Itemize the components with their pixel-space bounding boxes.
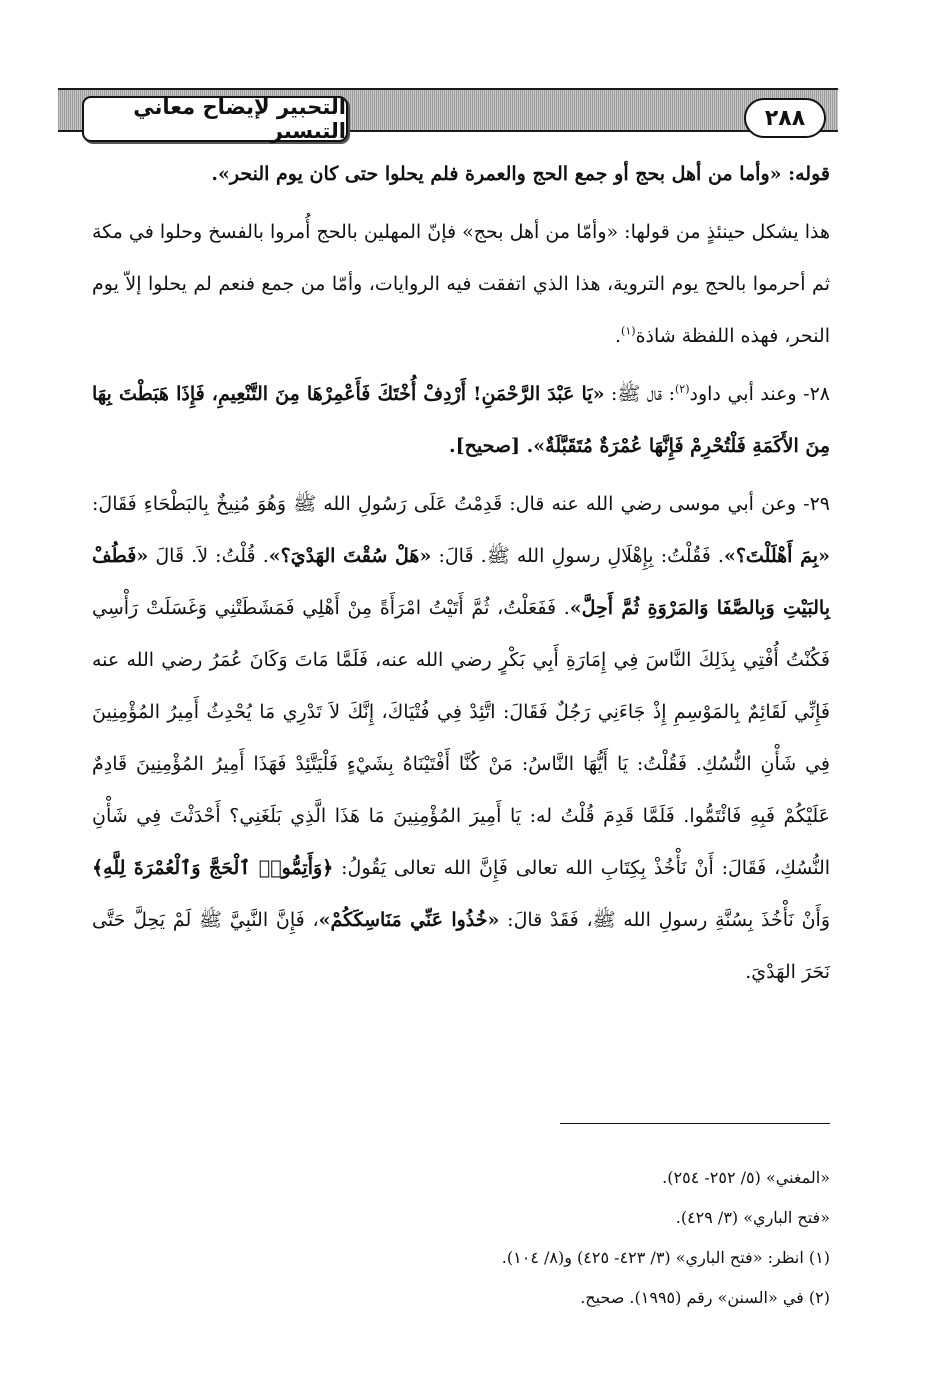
hadith-29-quote-f: «فَطُفْ بِالبَيْتِ وَبِالصَّفَا وَالمَرْوَةِ ثُمَّ أَحِلَّ» <box>92 545 830 619</box>
hadith-28 <box>92 368 830 472</box>
hadith-28-intro: ٢٨- وعند أبي داود <box>689 383 830 405</box>
book-title: التحبير لإيضاح معاني التيسير <box>82 96 348 142</box>
footnote-ref-1[interactable]: (١) <box>621 324 636 338</box>
footnote-item: «فتح الباري» (٣/ ٤٢٩). <box>675 1208 830 1227</box>
hadith-29 <box>92 478 830 998</box>
hadith-29-quote-d: «هَلْ سُقْتَ الهَدْيَ؟» <box>268 545 432 567</box>
commentary-end: . <box>615 325 622 347</box>
hadith-29-part-e: . قُلْتُ: لاَ. قَالَ <box>148 545 269 567</box>
hadith-29-quote-b: «بِمَ أَهْلَلْتَ؟» <box>723 545 830 567</box>
paragraph-commentary <box>92 206 830 362</box>
hadith-29-part-a: ٢٩- وعن أبي موسى رضي الله عنه قال: قَدِمْتُ عَلَى رَسُولِ الله ﷺ وَهُوَ مُنِيخٌ بِالبَطْحَاءِ فَقَالَ: <box>92 493 830 515</box>
hadith-28-quote: «يَا عَبْدَ الرَّحْمَنِ! أَرْدِفْ أُخْتَكَ فَأَعْمِرْهَا مِنَ التَّنْعِيمِ، فَإِذَا هَبَطْتَ بِهَا مِنَ الأَكَمَةِ فَلْتُحْرِمْ فَإِنَّهَا عُمْرَةٌ مُتَقَبَّلَةٌ». <box>92 383 830 457</box>
hadith-29-verse-h: ﴿وَأَتِمُّوا۟ ٱلْحَجَّ وَٱلْعُمْرَةَ لِلَّهِ﴾ <box>92 857 334 879</box>
commentary-text: هذا يشكل حينئذٍ من قولها: «وأمّا من أهل بحج» فإنّ المهلين بالحج أُمروا بالفسخ وحلوا في مكة ثم أحرموا بالحج يوم التروية، هذا الذي اتفقت فيه الروايات، وأمّا من جمع فنعم لم يحلوا إلاّ يوم النحر، فهذه اللفظة شاذة <box>92 221 830 347</box>
hadith-28-grade: [صحيح]. <box>449 435 527 457</box>
hadith-28-said: : قال ﷺ: <box>604 383 675 405</box>
hadith-29-part-c: . فَقُلْتُ: بِإِهْلَالِ رسولِ الله ﷺ. قَالَ: <box>431 545 724 567</box>
hadith-29-part-g: . فَفَعَلْتُ، ثُمَّ أَتَيْتُ امْرَأَةً مِنْ أَهْلِي فَمَشَطَتْنِي وَغَسَلَتْ رَأْسِي فَكُنْتُ أُفْتِي بِذَلِكَ النَّاسَ فِي إِمَارَةِ أَبِي بَكْرٍ رضي الله عنه، فَلَمَّا مَاتَ وَكَانَ عُمَرُ رضي الله عنه فَإِنِّي لَقَائِمٌ بِالمَوْسِمِ إِذْ جَاءَنِي رَجُلٌ فَقَالَ: اتَّئِدْ فِي فُتْيَاكَ، إِنَّكَ لاَ تَدْرِي مَا يُحْدِثُ أَمِيرُ المُؤْمِنِينَ فِي شَأْنِ النُّسُكِ. فَقُلْتُ: يَا أَيُّهَا النَّاسُ: مَنْ كُنَّا أَفْتَيْنَاهُ بِشَيْءٍ فَلْيَتَّئِدْ فَهَذَا أَمِيرُ المُؤْمِنِينَ قَادِمٌ عَلَيْكُمْ فَبِهِ فَائْتَمُّوا. فَلَمَّا قَدِمَ قُلْتُ له: يَا أَمِيرَ المُؤْمِنِينَ مَا هَذَا الَّذِي بَلَغَنِي؟ أَحْدَثْتَ فِي شَأْنِ النُّسُكِ، فَقَالَ: أَنْ نَأْخُذْ بِكِتَابِ الله تعالى فَإِنَّ الله تعالى يَقُولُ: <box>92 597 831 879</box>
footnote-divider <box>560 1123 830 1124</box>
footnote-ref-2[interactable]: (٢) <box>675 382 690 396</box>
hadith-29-part-i: وَأَنْ نَأْخُذَ بِسُنَّةِ رسولِ الله ﷺ، فَقَدْ قالَ: <box>499 909 831 931</box>
hadith-29-part-k: ، فَإِنَّ النَّبِيَّ ﷺ لَمْ يَحِلَّ حَتَّى نَحَرَ الهَدْيَ. <box>92 909 830 983</box>
main-text <box>92 148 830 998</box>
page-number: ٢٨٨ <box>744 98 826 138</box>
footnote-item: «المغني» (٥/ ٢٥٢- ٢٥٤). <box>662 1168 830 1187</box>
footnote-item: (١) انظر: «فتح الباري» (٣/ ٤٢٣- ٤٢٥) و(٨/ ١٠٤). <box>501 1248 830 1267</box>
footnotes <box>92 1158 830 1318</box>
hadith-29-quote-j: «خُذُوا عَنِّي مَنَاسِكَكُمْ» <box>318 909 500 931</box>
paragraph-quote-heading: قوله: «وأما من أهل بحج أو جمع الحج والعمرة فلم يحلوا حتى كان يوم النحر». <box>211 163 830 185</box>
footnote-item: (٢) في «السنن» رقم (١٩٩٥). صحيح. <box>580 1288 830 1307</box>
